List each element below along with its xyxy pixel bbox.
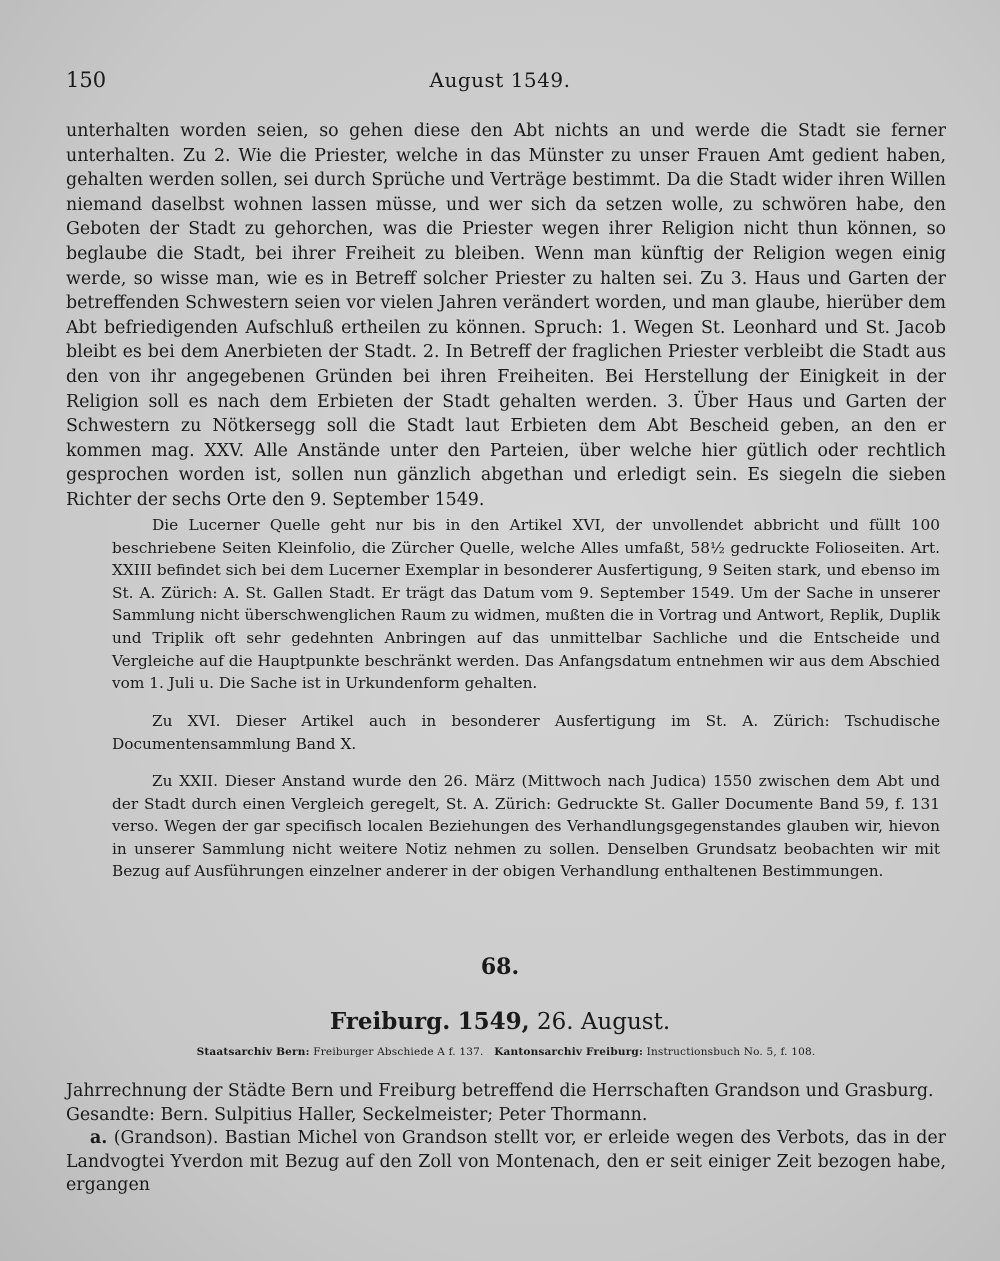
archive-freiburg-ref: Instructionsbuch No. 5, f. 108.	[646, 1046, 816, 1058]
archive-references	[66, 1046, 946, 1058]
footnote-article-xvi: Zu XVI. Dieser Artikel auch in besonderer Ausfertigung im St. A. Zürich: Tschudische Documentensammlung Band X.	[112, 712, 940, 753]
paragraph-a	[66, 1127, 946, 1198]
footnote-article-xxii: Zu XXII. Dieser Anstand wurde den 26. März (Mittwoch nach Judica) 1550 zwischen dem Abt und der Stadt durch einen Vergleich geregelt, St. A. Zürich: Gedruckte St. Galler Documente Band 59, f. 131 verso. Wegen der gar specifisch localen Beziehungen des Verhandlungsgegenstandes glauben wir, hievon in unserer Sammlung nicht weitere Notiz nehmen zu sollen. Denselben Grundsatz beobachten wir mit Bezug auf Ausführungen einzelner anderer in der obigen Verhandlung enthaltenen Bestimmungen.	[112, 772, 940, 881]
document-number: 68.	[480, 954, 520, 980]
heading-place: Freiburg.	[329, 1008, 451, 1035]
heading-date: 26. August.	[536, 1009, 671, 1035]
heading-year: 1549,	[457, 1008, 530, 1035]
document-summary: Jahrrechnung der Städte Bern und Freiburg betreffend die Herrschaften Grandson und Grasburg.	[66, 1081, 934, 1101]
document-heading	[0, 1008, 1000, 1035]
archive-freiburg-label: Kantonsarchiv Freiburg:	[494, 1046, 644, 1058]
archive-bern-label: Staatsarchiv Bern:	[196, 1046, 310, 1058]
archive-bern-ref: Freiburger Abschiede A f. 137.	[313, 1046, 484, 1058]
envoys-line: Gesandte: Bern. Sulpitius Haller, Seckelmeister; Peter Thormann.	[66, 1104, 648, 1125]
running-title: August 1549.	[429, 68, 571, 92]
document-body	[66, 1080, 946, 1198]
page-header	[66, 68, 934, 100]
footnote-sources: Die Lucerner Quelle geht nur bis in den Artikel XVI, der unvollendet abbricht und füllt 100 beschriebene Seiten Kleinfolio, die Zürcher Quelle, welche Alles umfaßt, 58½ gedruckte Folioseiten. Art. XXIII befindet sich bei dem Lucerner Exemplar in besonderer Ausfertigung, 9 Seiten stark, und ebenso im St. A. Zürich: A. St. Gallen Stadt. Er trägt das Datum vom 9. September 1549. Um der Sache in unserer Sammlung nicht überschwenglichen Raum zu widmen, mußten die in Vortrag und Antwort, Replik, Duplik und Triplik oft sehr gedehnten Anbringen auf das unmittelbar Sachliche und die Entscheide und Vergleiche auf die Hauptpunkte beschränkt werden. Das Anfangsdatum entnehmen wir aus dem Abschied vom 1. Juli u. Die Sache ist in Urkundenform gehalten.	[112, 516, 940, 693]
page-number: 150	[66, 68, 107, 92]
paragraph-marker: a.	[90, 1128, 108, 1148]
main-text: unterhalten worden seien, so gehen diese den Abt nichts an und werde die Stadt sie ferner unterhalten. Zu 2. Wie die Priester, welche in das Münster zu unser Frauen Amt gedient haben, gehalten werden sollen, sei durch Sprüche und Verträge bestimmt. Da die Stadt wider ihren Willen niemand daselbst wohnen lassen müsse, und wer sich da setzen wolle, zu schwören habe, den Geboten der Stadt zu gehorchen, was die Priester wegen ihrer Religion nicht thun können, so beglaube die Stadt, bei ihrer Freiheit zu bleiben. Wenn man künftig der Religion wegen einig werde, so wisse man, wie es in Betreff solcher Priester zu halten sei. Zu 3. Haus und Garten der betreffenden Schwestern seien vor vielen Jahren verändert worden, und man glaube, hierüber dem Abt befriedigenden Aufschluß ertheilen zu können. Spruch: 1. Wegen St. Leonhard und St. Jacob bleibt es bei dem Anerbieten der Stadt. 2. In Betreff der fraglichen Priester verbleibt die Stadt aus den von ihr angegebenen Gründen bei ihren Freiheiten. Bei Herstellung der Einigkeit in der Religion soll es nach dem Erbieten der Stadt gehalten werden. 3. Über Haus und Garten der Schwestern zu Nötkersegg soll die Stadt laut Erbieten dem Abt Bescheid geben, an den er kommen mag. XXV. Alle Anstände unter den Parteien, über welche hier gütlich oder rechtlich gesprochen worden ist, sollen nun gänzlich abgethan und erledigt sein. Es siegeln die sieben Richter der sechs Orte den 9. September 1549.	[66, 121, 946, 510]
paragraph-a-text: (Grandson). Bastian Michel von Grandson stellt vor, er erleide wegen des Verbots, das in der Landvogtei Yverdon mit Bezug auf den Zoll von Montenach, den er seit einiger Zeit bezogen habe, ergangen	[66, 1128, 946, 1195]
